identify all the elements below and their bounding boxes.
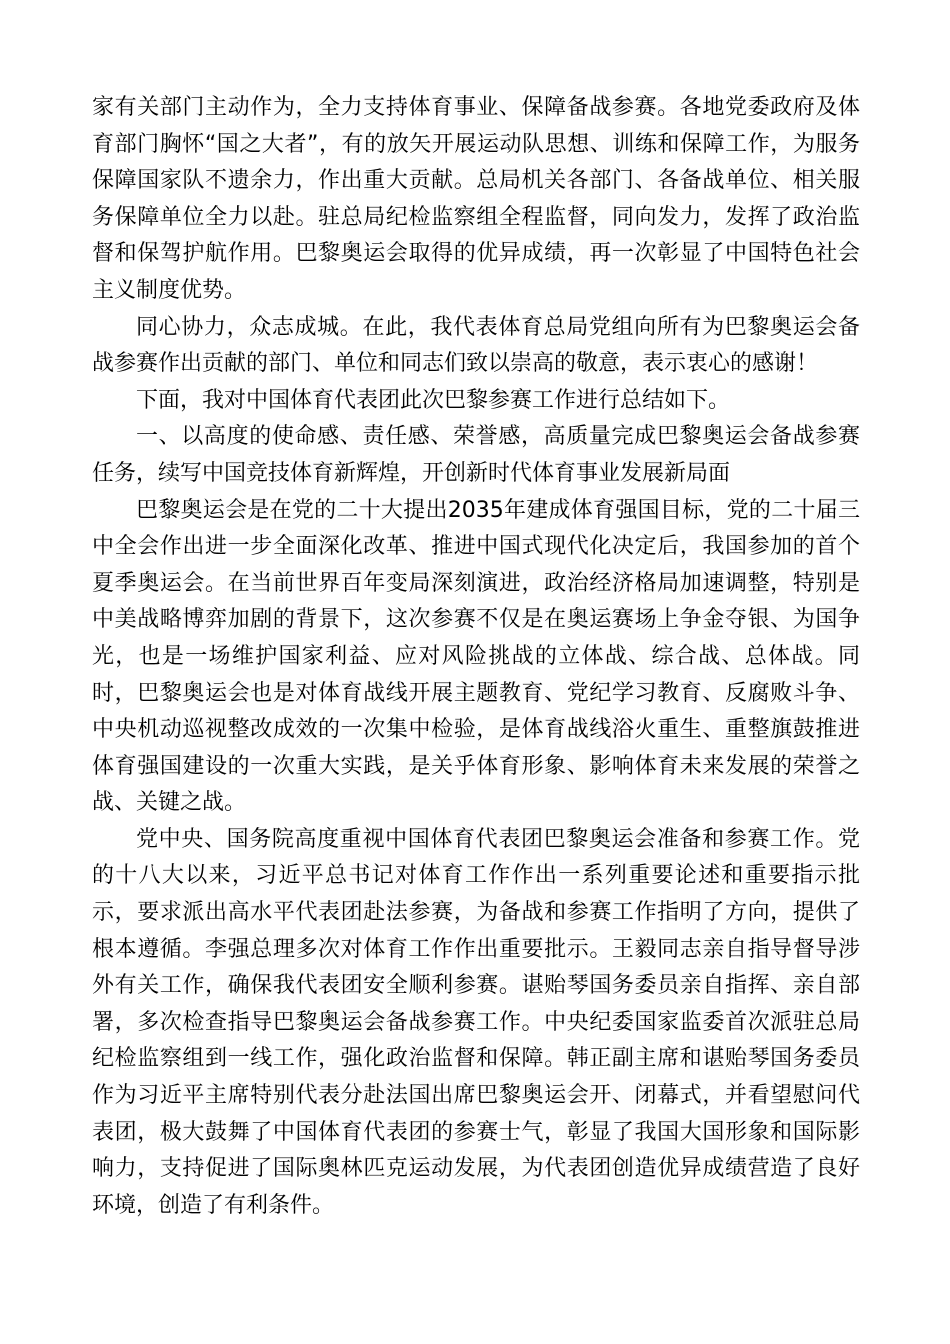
paragraph-4: 巴黎奥运会是在党的二十大提出2035年建成体育强国目标，党的二十届三中全会作出进一步全面深化改革、推进中国式现代化决定后，我国参加的首个夏季奥运会。在当前世界百年变局深刻演进，政治经济格局加速调整，特别是中美战略博弈加剧的背景下，这次参赛不仅是在奥运赛场上争金夺银、为国争光，也是一场维护国家利益、应对风险挑战的立体战、综合战、总体战。同时，巴黎奥运会也是对体育战线开展主题教育、党纪学习教育、反腐败斗争、中央机动巡视整改成效的一次集中检验，是体育战线浴火重生、重整旗鼓推进体育强国建设的一次重大实践，是关乎体育形象、影响体育未来发展的荣誉之战、关键之战。: [92, 497, 860, 816]
paragraph-5: 党中央、国务院高度重视中国体育代表团巴黎奥运会准备和参赛工作。党的十八大以来，习近平总书记对体育工作作出一系列重要论述和重要指示批示，要求派出高水平代表团赴法参赛，为备战和参赛工作指明了方向，提供了根本遵循。李强总理多次对体育工作作出重要批示。王毅同志亲自指导督导涉外有关工作，确保我代表团安全顺利参赛。谌贻琴国务委员亲自指挥、亲自部署，多次检查指导巴黎奥运会备战参赛工作。中央纪委国家监委首次派驻总局纪检监察组到一线工作，强化政治监督和保障。韩正副主席和谌贻琴国务委员作为习近平主席特别代表分赴法国出席巴黎奥运会开、闭幕式，并看望慰问代表团，极大鼓舞了中国体育代表团的参赛士气，彰显了我国大国形象和国际影响力，支持促进了国际奥林匹克运动发展，为代表团创造优异成绩营造了良好环境，创造了有利条件。: [92, 826, 860, 1218]
paragraph-3: 下面，我对中国体育代表团此次巴黎参赛工作进行总结如下。: [136, 387, 731, 413]
paragraph-2: 同心协力，众志成城。在此，我代表体育总局党组向所有为巴黎奥运会备战参赛作出贡献的部门、单位和同志们致以崇高的敬意，表示衷心的感谢！: [92, 314, 860, 377]
paragraph-1: 家有关部门主动作为，全力支持体育事业、保障备战参赛。各地党委政府及体育部门胸怀“国之大者”，有的放矢开展运动队思想、训练和保障工作，为服务保障国家队不遗余力，作出重大贡献。总局机关各部门、各备战单位、相关服务保障单位全力以赴。驻总局纪检监察组全程监督，同向发力，发挥了政治监督和保驾护航作用。巴黎奥运会取得的优异成绩，再一次彰显了中国特色社会主义制度优势。: [92, 95, 860, 303]
document-body: [92, 90, 860, 1224]
section-heading-1: 一、以高度的使命感、责任感、荣誉感，高质量完成巴黎奥运会备战参赛任务，续写中国竞技体育新辉煌，开创新时代体育事业发展新局面: [92, 424, 860, 486]
